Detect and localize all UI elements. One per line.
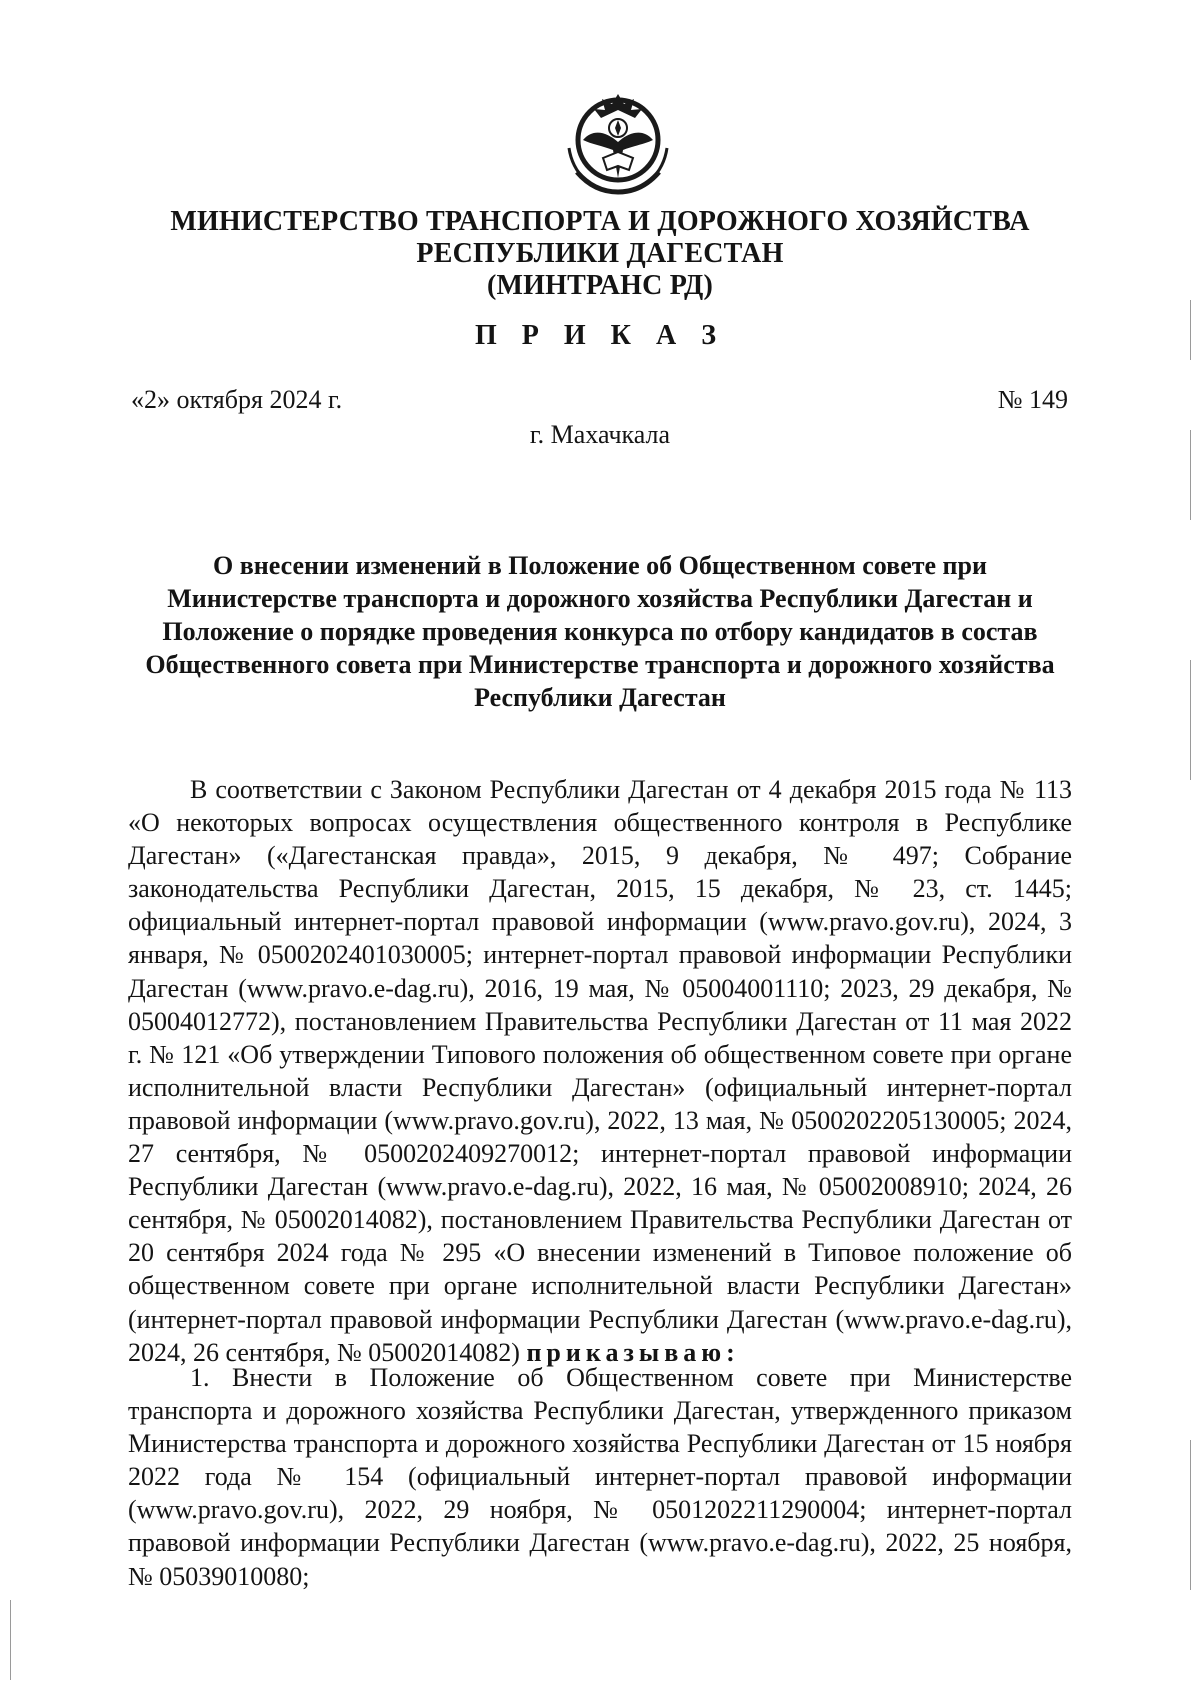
- dagestan-coat-of-arms-emblem: [563, 88, 673, 198]
- order-title-line-1: О внесении изменений в Положение об Общественном совете при: [213, 551, 987, 580]
- document-type-heading: П Р И К А З: [475, 320, 725, 351]
- order-title-line-4: Общественного совета при Министерстве транспорта и дорожного хозяйства: [145, 650, 1055, 679]
- scan-edge-mark: [1190, 660, 1191, 780]
- order-title-line-3: Положение о порядке проведения конкурса по отбору кандидатов в состав: [162, 617, 1038, 646]
- order-title: [130, 549, 1070, 714]
- scan-edge-mark: [1190, 300, 1191, 360]
- item-1-paragraph: 1. Внести в Положение об Общественном совете при Министерстве транспорта и дорожного хозяйства Республики Дагестан, утвержденного приказом Министерства транспорта и дорожного хозяйства Республики Дагестан от 15 ноября 2022 года № 154 (официальный интернет-портал правовой информации (www.pravo.gov.ru), 2022, 29 ноября, № 0501202211290004; интернет-портал правовой информации Республики Дагестан (www.pravo.e-dag.ru), 2022, 25 ноября, № 05039010080;: [128, 1363, 1072, 1591]
- order-directive-word: приказываю:: [526, 1337, 740, 1367]
- ministry-name: [100, 206, 1100, 302]
- order-city: г. Махачкала: [529, 420, 671, 449]
- preamble-paragraph: [128, 773, 1072, 1369]
- scan-edge-mark: [10, 1600, 11, 1680]
- order-title-line-5: Республики Дагестан: [474, 683, 726, 712]
- ministry-short-name: (МИНТРАНС РД): [486, 270, 714, 301]
- ministry-name-line-1: МИНИСТЕРСТВО ТРАНСПОРТА И ДОРОЖНОГО ХОЗЯЙСТВА: [170, 206, 1030, 237]
- order-title-line-2: Министерстве транспорта и дорожного хозяйства Республики Дагестан и: [167, 584, 1033, 613]
- order-date: «2» октября 2024 г.: [131, 385, 343, 414]
- ministry-name-line-2: РЕСПУБЛИКИ ДАГЕСТАН: [416, 238, 784, 269]
- scan-edge-mark: [1190, 430, 1191, 520]
- order-number: № 149: [997, 385, 1068, 414]
- scan-edge-mark: [1190, 1440, 1191, 1590]
- preamble-text: В соответствии с Законом Республики Дагестан от 4 декабря 2015 года № 113 «О некоторых вопросах осуществления общественного контроля в Республике Дагестан» («Дагестанская правда», 2015, 9 декабря, № 497; Собрание законодательства Республики Дагестан, 2015, 15 декабря, № 23, ст. 1445; официальный интернет-портал правовой информации (www.pravo.gov.ru), 2024, 3 января, № 0500202401030005; интернет-портал правовой информации Республики Дагестан (www.pravo.e-dag.ru), 2016, 19 мая, № 05004001110; 2023, 29 декабря, № 05004012772), постановлением Правительства Республики Дагестан от 11 мая 2022 г. № 121 «Об утверждении Типового положения об общественном совете при органе исполнительной власти Республики Дагестан» (официальный интернет-портал правовой информации (www.pravo.gov.ru), 2022, 13 мая, № 0500202205130005; 2024, 27 сентября, № 0500202409270012; интернет-портал правовой информации Республики Дагестан (www.pravo.e-dag.ru), 2022, 16 мая, № 05002008910; 2024, 26 сентября, № 05002014082), постановлением Правительства Республики Дагестан от 20 сентября 2024 года № 295 «О внесении изменений в Типовое положение об общественном совете при органе исполнительной власти Республики Дагестан» (интернет-портал правовой информации Республики Дагестан (www.pravo.e-dag.ru), 2024, 26 сентября, № 05002014082): [128, 775, 1072, 1367]
